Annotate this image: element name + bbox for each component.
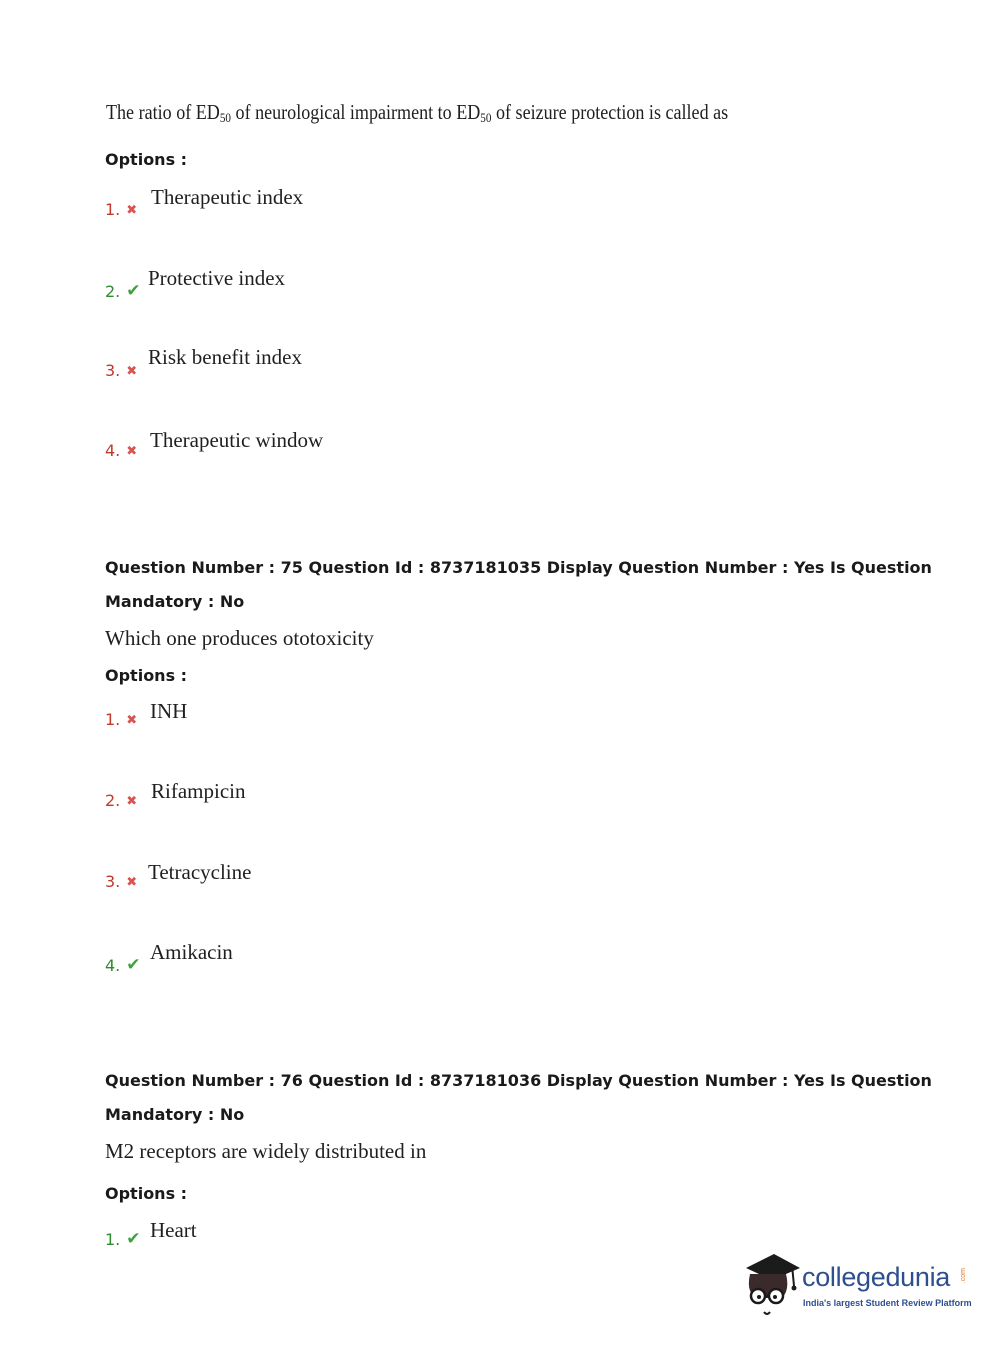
cross-icon: ✖ (126, 794, 138, 809)
mascot-icon (742, 1248, 800, 1318)
q76-meta-line-2: Mandatory : No (105, 1105, 245, 1124)
q76-option-1-number: 1. ✔ (105, 1229, 141, 1249)
q74-option-2-number: 2. ✔ (105, 281, 141, 301)
cross-icon: ✖ (126, 444, 138, 459)
cross-icon: ✖ (126, 875, 138, 890)
q74-option-4-text: Therapeutic window (150, 428, 324, 452)
check-icon: ✔ (126, 955, 141, 975)
q75-options-label: Options : (105, 666, 188, 685)
q76-question-text: M2 receptors are widely distributed in (105, 1139, 427, 1163)
q75-meta-line-1: Question Number : 75 Question Id : 8737181035 Display Question Number : Yes Is Question (105, 558, 932, 577)
q74-question-text: The ratio of $ED_{50}$ of neurological impairment to $ED_{50}$ of seizure protection is called as (106, 100, 729, 125)
q74-option-4-number: 4. ✖ (105, 441, 138, 460)
q76-options-label: Options : (105, 1184, 188, 1203)
q74-option-2-text: Protective index (148, 266, 286, 290)
collegedunia-logo (742, 1248, 972, 1320)
q75-meta-line-2: Mandatory : No (105, 592, 245, 611)
q75-option-4-text: Amikacin (150, 940, 233, 964)
q75-option-1-number: 1. ✖ (105, 710, 138, 729)
q76-meta-line-1: Question Number : 76 Question Id : 8737181036 Display Question Number : Yes Is Question (105, 1071, 932, 1090)
q74-option-3-text: Risk benefit index (148, 345, 302, 369)
cross-icon: ✖ (126, 203, 138, 218)
q75-option-2-text: Rifampicin (151, 779, 246, 803)
check-icon: ✔ (126, 1229, 141, 1249)
q75-option-1-text: INH (150, 699, 188, 723)
q75-option-3-text: Tetracycline (148, 860, 252, 884)
q74-option-1-text: Therapeutic index (151, 185, 304, 209)
q75-option-4-number: 4. ✔ (105, 955, 141, 975)
logo-tagline: India's largest Student Review Platform (803, 1298, 972, 1308)
cross-icon: ✖ (126, 364, 138, 379)
cross-icon: ✖ (126, 713, 138, 728)
q75-option-3-number: 3. ✖ (105, 872, 138, 891)
q74-option-1-number: 1. ✖ (105, 200, 138, 219)
q74-options-label: Options : (105, 150, 188, 169)
q75-question-text: Which one produces ototoxicity (105, 626, 374, 650)
q76-option-1-text: Heart (150, 1218, 197, 1242)
q74-option-3-number: 3. ✖ (105, 361, 138, 380)
q75-option-2-number: 2. ✖ (105, 791, 138, 810)
logo-com: .com (960, 1268, 967, 1284)
check-icon: ✔ (126, 281, 141, 301)
logo-wordmark: collegedunia (802, 1262, 951, 1292)
